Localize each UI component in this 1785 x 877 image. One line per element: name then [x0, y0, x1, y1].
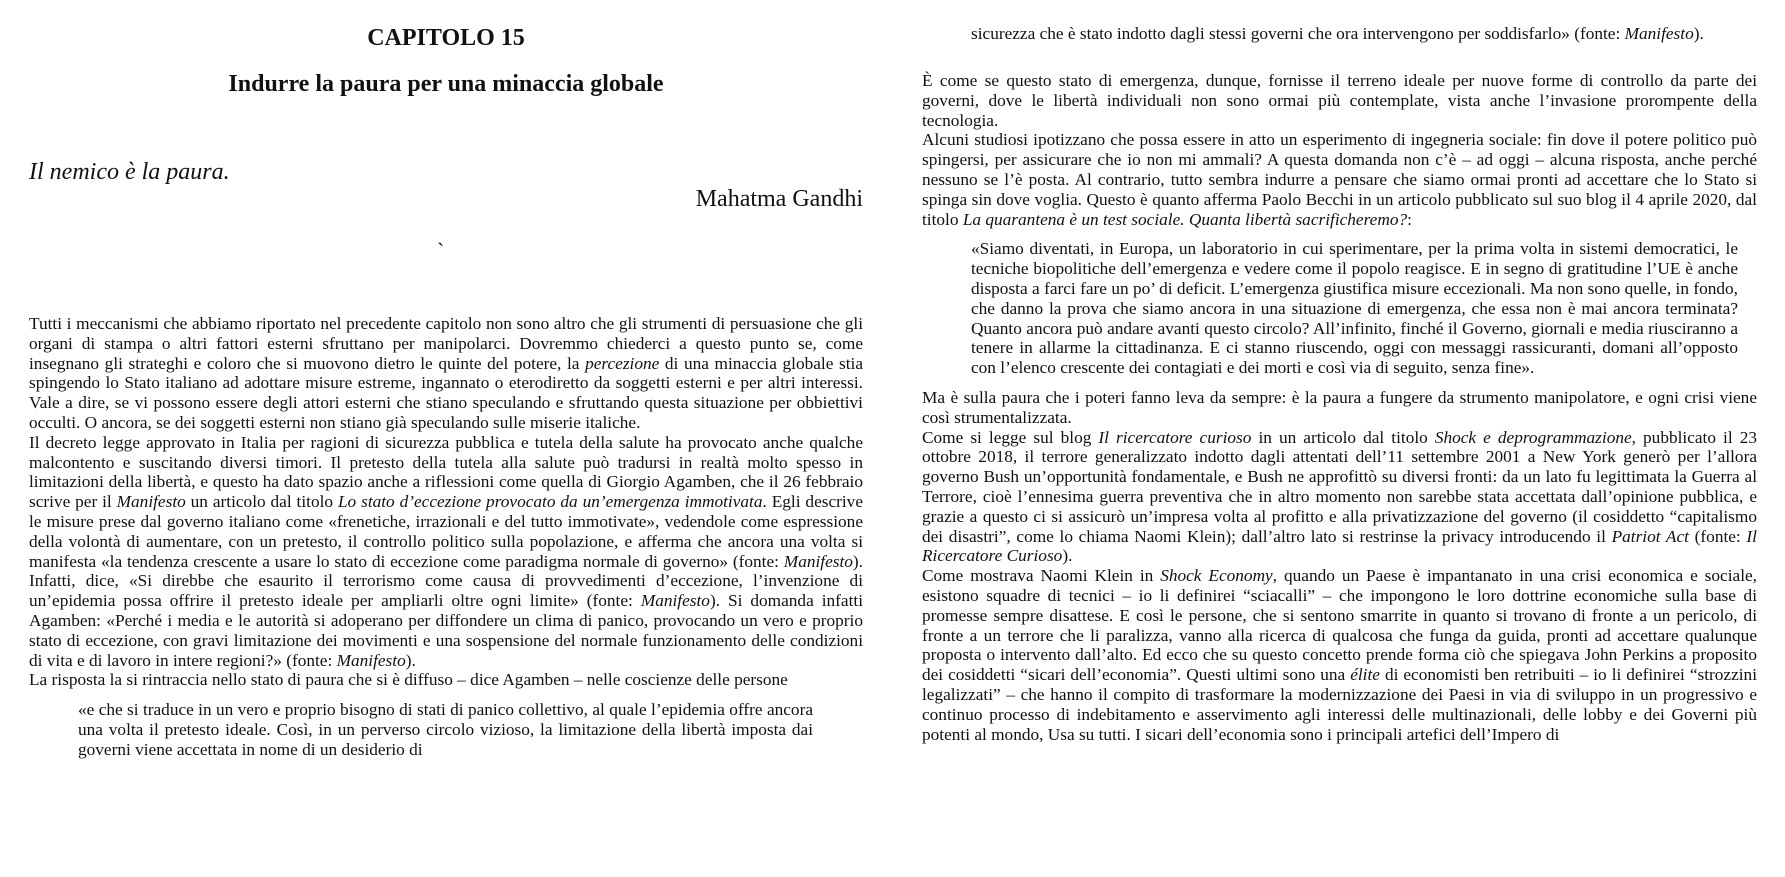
paragraph: Tutti i meccanismi che abbiamo riportato nel precedente capitolo non sono altro che gli strumenti di persuasione che gli organi di stampa o altri fattori esterni sfruttano per manipolarci. Dovremmo chiederci a questo punto se, come insegnano gli strateghi e coloro che si muovono dietro le quinte del potere, la percezione di una minaccia globale stia spingendo lo Stato italiano ad adottare misure estreme, ingannato o eterodiretto da soggetti esterni e per altri interessi. Vale a dire, se vi possono essere degli attori esterni che stiano speculando e sfruttando questa situazione per obbiettivi occulti. O ancora, se dei soggetti esterni non stiano già speculando sulle miserie italiche.	[29, 314, 863, 432]
block-quote-continued: sicurezza che è stato indotto dagli stessi governi che ora intervengono per soddisfarlo» (fonte: Manifesto).	[971, 24, 1704, 43]
paragraph: Ma è sulla paura che i poteri fanno leva da sempre: è la paura a fungere da strumento manipolatore, e ogni crisi viene così strumentalizzata.	[922, 387, 1757, 427]
paragraph: Alcuni studiosi ipotizzano che possa essere in atto un esperimento di ingegneria sociale: fin dove il potere politico può spingersi, per assicurare che io non mi ammali? A questa domanda non c’è – ad oggi – alcuna risposta, anche perché nessuno se l’è posta. Al contrario, tutto sembra indurre a pensare che siamo ormai pronti ad accettare che lo Stato si spinga sin dove voglia. Questo è quanto afferma Paolo Becchi in un articolo pubblicato sul suo blog il 4 aprile 2020, dal titolo La quarantena è un test sociale. Quanta libertà sacrificheremo?:	[922, 130, 1757, 229]
block-quote: «Siamo diventati, in Europa, un laboratorio in cui sperimentare, per la prima volta in sistemi democratici, le tecniche biopolitiche dell’emergenza e vedere come il popolo reagisce. E in segno di gratitudine l’UE è anche disposta a farci fare un po’ di deficit. L’emergenza giustifica misure eccezionali. Ma non sono quelle, in fondo, che danno la prova che siamo ancora in una situazione di emergenza, che essa non è mai ancora terminata? Quanto ancora può andare avanti questo circolo? All’infinito, finché il Governo, giornali e media riusciranno a tenere in allarme la cittadinanza. E ci stanno riuscendo, oggi con messaggi rassicuranti, domani all’opposto con l’elenco crescente dei contagiati e dei morti e così via di seguito, senza fine».	[971, 239, 1738, 378]
chapter-title: Indurre la paura per una minaccia globale	[228, 71, 664, 97]
paragraph: È come se questo stato di emergenza, dunque, fornisse il terreno ideale per nuove forme di controllo da parte dei governi, dove le libertà individuali non sono ormai più contemplate, vista anche l’invasione prorompente della tecnologia.	[922, 71, 1757, 130]
paragraph: Come mostrava Naomi Klein in Shock Economy, quando un Paese è impantanato in una crisi economica e sociale, esistono squadre di tecnici – io li definirei “sciacalli” – che impongono le loro dottrine economiche sulla base di promesse sempre disattese. E così le persone, che si sentono smarrite in quanto si trovano di fronte a un pericolo, di fronte a un terrore che li paralizza, vanno alla ricerca di qualcosa che funga da guida, pronti ad accettare qualunque proposta o intervento dall’alto. Ed ecco che su questo concetto prende forma ciò che spiegava John Perkins a proposito dei cosiddetti “sicari dell’economia”. Questi ultimi sono una élite di economisti ben retribuiti – io li definirei “strozzini legalizzati” – che hanno il compito di trasformare la modernizzazione dei Paesi in via di sviluppo in un progressivo e continuo processo di indebitamento e asservimento agli interessi delle multinazionali, delle lobby e dei Governi più potenti al mondo, Usa su tutti. I sicari dell’economia sono i principali artefici dell’Impero di	[922, 566, 1757, 744]
right-body	[922, 71, 1757, 744]
epigraph-quote: Il nemico è la paura.	[29, 159, 230, 185]
block-quote: «e che si traduce in un vero e proprio bisogno di stati di panico collettivo, al quale l’epidemia offre ancora una volta il pretesto ideale. Così, in un perverso circolo vizioso, la limitazione della libertà imposta dai governi viene accettata in nome di un desiderio di	[78, 700, 813, 759]
chapter-number: CAPITOLO 15	[367, 25, 525, 51]
paragraph: Come si legge sul blog Il ricercatore curioso in un articolo dal titolo Shock e deprogrammazione, pubblicato il 23 ottobre 2018, il terrore generalizzato indotto dagli attentati dell’11 settembre 2001 a New York generò per l’allora governo Bush un’opportunità fondamentale, e Bush ne approfittò su diversi fronti: da un lato fu legittimata la Guerra al Terrore, cioè l’ennesima guerra preventiva che in altro momento non sarebbe stata accettata dall’opinione pubblica, e grazie a questo ci si assicurò un’impresa volta al profitto e alla privatizzazione del governo (il cosiddetto “capitalismo dei disastri”, come lo chiama Naomi Klein); dall’altro lato si restrinse la privacy introducendo il Patriot Act (fonte: Il Ricercatore Curioso).	[922, 427, 1757, 566]
left-body	[29, 314, 863, 760]
epigraph-author: Mahatma Gandhi	[695, 186, 863, 212]
paragraph: La risposta la si rintraccia nello stato di paura che si è diffuso – dice Agamben – nelle coscienze delle persone	[29, 670, 788, 690]
paragraph: Il decreto legge approvato in Italia per ragioni di sicurezza pubblica e tutela della salute ha provocato anche qualche malcontento e suscitando diversi timori. Il pretesto della tutela alla salute può tradursi in realtà molto spesso in limitazioni della libertà, e questo ha dato spazio anche a riflessioni come quella di Giorgio Agamben, che il 26 febbraio scrive per il Manifesto un articolo dal titolo Lo stato d’eccezione provocato da un’emergenza immotivata. Egli descrive le misure prese dal governo italiano come «frenetiche, irrazionali e del tutto immotivate», vedendole come espressione della volontà di aumentare, con un pretesto, il controllo politico sulla popolazione, e afferma che ancora una volta si manifesta «la tendenza crescente a usare lo stato di eccezione come paradigma normale di governo» (fonte: Manifesto). Infatti, dice, «Si direbbe che esaurito il terrorismo come causa di provvedimenti d’eccezione, l’invenzione di un’epidemia possa offrire il pretesto ideale per ampliarli oltre ogni limite» (fonte: Manifesto). Si domanda infatti Agamben: «Perché i media e le autorità si adoperano per diffondere un clima di panico, provocando un vero e proprio stato di eccezione, con gravi limitazione dei movimenti e una sospensione del normale funzionamento delle condizioni di vita e di lavoro in intere regioni?» (fonte: Manifesto).	[29, 432, 863, 670]
ornament-mark: `	[437, 238, 445, 263]
